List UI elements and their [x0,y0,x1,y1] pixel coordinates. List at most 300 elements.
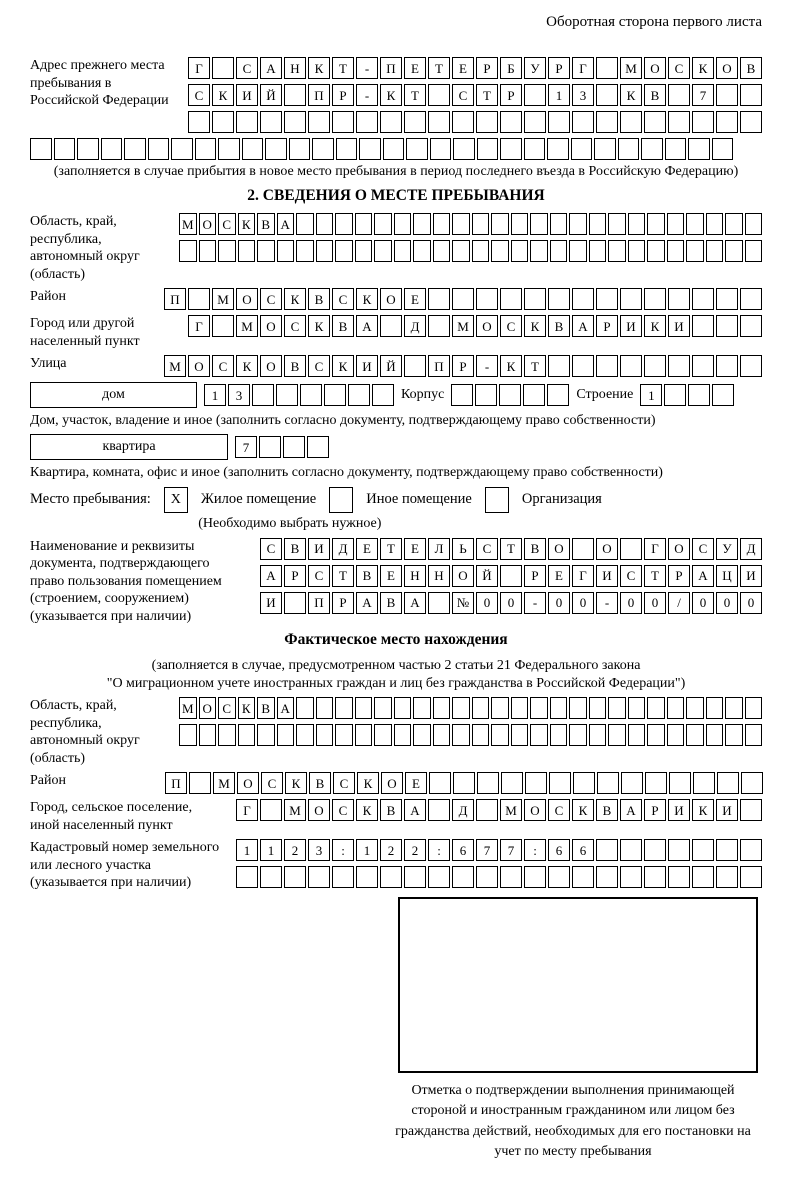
char-cell [667,213,685,235]
char-row-cadastral-2 [236,866,762,888]
char-cell: С [548,799,570,821]
char-cell [491,724,509,746]
char-cell [332,866,354,888]
char-cell [394,724,412,746]
char-cell: Е [405,772,427,794]
char-cell [452,697,470,719]
char-cell [608,697,626,719]
apartment-wide-box: квартира [30,434,228,460]
char-cell: - [476,355,498,377]
char-cell [686,213,704,235]
char-cell [380,315,402,337]
char-cell: И [668,799,690,821]
char-cell [259,436,281,458]
char-cell: Н [284,57,306,79]
char-cell: 3 [572,84,594,106]
char-cell: С [188,84,210,106]
char-cell [236,866,258,888]
option-organization-label: Организация [521,491,602,508]
char-cell [335,240,353,262]
char-cell [641,138,663,160]
char-cell: П [164,288,186,310]
char-cell: С [218,213,236,235]
char-cell: О [476,315,498,337]
char-cell: К [356,799,378,821]
char-cell: 6 [452,839,474,861]
char-cell [688,384,710,406]
char-cell [452,111,474,133]
char-row-doc-1 [260,538,762,560]
char-cell [476,799,498,821]
char-cell [380,866,402,888]
char-cell [530,724,548,746]
char-cell: 1 [356,839,378,861]
char-cell: О [308,799,330,821]
char-cell: К [692,57,714,79]
char-cell [524,111,546,133]
char-cell [712,384,734,406]
char-cell [404,866,426,888]
char-cell [265,138,287,160]
char-cell [524,866,546,888]
char-cell: О [716,57,738,79]
cadastral-field [30,839,762,892]
char-cell [476,288,498,310]
char-cell [511,724,529,746]
char-cell: К [308,57,330,79]
actual-location-note-2: "О миграционном учете иностранных граждан и лиц без гражданства в Российской Федерации") [106,676,686,692]
char-cell: П [308,592,330,614]
char-cell [335,697,353,719]
char-cell: С [332,799,354,821]
district-field [30,288,762,310]
char-cell [745,724,763,746]
char-cell [530,213,548,235]
char-cell [620,538,642,560]
char-cell [668,355,690,377]
char-cell [712,138,734,160]
char-cell [511,240,529,262]
char-cell [665,138,687,160]
char-cell [491,697,509,719]
char-cell [667,240,685,262]
char-cell: Н [404,565,426,587]
char-cell: С [476,538,498,560]
char-row-prev-1 [188,57,762,79]
city-label: Город или другой населенный пункт [30,316,140,349]
char-cell: М [500,799,522,821]
char-cell: О [452,565,474,587]
char-cell [394,697,412,719]
char-cell [472,240,490,262]
char-cell [668,839,690,861]
actual-region-rows [179,697,762,746]
char-cell: Р [332,592,354,614]
char-cell [572,288,594,310]
char-cell [725,697,743,719]
char-cell: М [452,315,474,337]
char-cell [433,240,451,262]
char-row-stroenie [640,384,734,406]
region-field [30,213,762,283]
char-cell: Е [548,565,570,587]
char-cell: 0 [476,592,498,614]
char-cell [618,138,640,160]
char-cell [348,384,370,406]
char-cell [212,111,234,133]
char-cell: В [308,288,330,310]
char-cell [374,240,392,262]
char-cell: : [428,839,450,861]
char-cell [717,772,739,794]
char-cell [336,138,358,160]
char-cell: - [356,84,378,106]
char-cell [596,839,618,861]
char-cell: 1 [548,84,570,106]
char-cell [472,724,490,746]
char-cell [472,697,490,719]
char-cell [372,384,394,406]
char-cell: Е [380,565,402,587]
region-rows [179,213,762,262]
char-cell [716,111,738,133]
char-cell [359,138,381,160]
char-cell [569,697,587,719]
char-cell [669,772,691,794]
char-cell: П [380,57,402,79]
char-cell: О [596,538,618,560]
char-cell [218,240,236,262]
actual-location-note-1: (заполняется в случае, предусмотренном частью 2 статьи 21 Федерального закона [151,658,641,674]
char-cell: С [260,288,282,310]
char-cell: / [668,592,690,614]
char-cell: Й [260,84,282,106]
char-cell: № [452,592,474,614]
char-cell [296,697,314,719]
char-cell [549,772,571,794]
char-cell: Т [428,57,450,79]
char-cell: О [380,288,402,310]
char-cell: С [452,84,474,106]
char-cell: Р [284,565,306,587]
char-cell [101,138,123,160]
stay-type-label: Место пребывания: [30,491,151,508]
char-cell [356,111,378,133]
char-cell: Т [644,565,666,587]
char-cell: О [260,315,282,337]
char-cell: О [260,355,282,377]
char-cell [335,213,353,235]
char-cell: И [668,315,690,337]
char-cell [212,57,234,79]
char-cell [277,240,295,262]
char-cell [413,724,431,746]
char-cell [706,724,724,746]
char-cell: - [524,592,546,614]
char-cell [433,213,451,235]
stamp-caption: Отметка о подтверждении выполнения принимающей стороной и иностранным гражданином или лицом без гражданства действий, необходимых для его постановки на учет по месту пребывания [395,1082,751,1159]
char-cell: Б [500,57,522,79]
char-cell [571,138,593,160]
char-cell [428,84,450,106]
char-cell [179,240,197,262]
char-cell [628,724,646,746]
char-cell [740,288,762,310]
char-cell [296,213,314,235]
char-cell [523,384,545,406]
char-cell [477,772,499,794]
char-cell [530,240,548,262]
actual-region-field [30,697,762,767]
char-cell [628,213,646,235]
char-cell [692,355,714,377]
cadastral-rows [236,839,762,888]
char-cell [308,111,330,133]
char-cell: К [572,799,594,821]
char-cell [716,355,738,377]
char-cell [686,724,704,746]
char-cell: М [179,697,197,719]
char-cell: С [308,565,330,587]
char-cell: В [356,565,378,587]
char-cell: Д [332,538,354,560]
char-cell [124,138,146,160]
char-cell: Р [452,355,474,377]
prev-address-note: (заполняется в случае прибытия в новое место пребывания в период последнего въезда в Российскую Федерацию) [53,164,739,179]
char-cell [569,213,587,235]
char-cell [686,697,704,719]
char-cell: - [356,57,378,79]
char-cell: С [332,288,354,310]
char-row-region-2 [179,240,762,262]
char-cell [716,84,738,106]
char-cell [589,697,607,719]
char-cell [716,288,738,310]
char-cell: А [356,315,378,337]
char-cell [413,240,431,262]
stamp-area [384,897,762,1162]
char-cell: К [500,355,522,377]
char-cell [500,138,522,160]
char-cell [644,355,666,377]
char-cell: Р [524,565,546,587]
char-cell [355,697,373,719]
char-cell [257,240,275,262]
char-cell: Г [572,57,594,79]
char-cell [692,315,714,337]
char-cell [548,866,570,888]
char-cell [667,697,685,719]
char-cell [525,772,547,794]
char-cell [356,866,378,888]
char-cell: А [260,57,282,79]
char-cell [664,384,686,406]
char-cell [692,866,714,888]
char-cell [500,111,522,133]
section2-title: 2. СВЕДЕНИЯ О МЕСТЕ ПРЕБЫВАНИЯ [247,187,545,205]
stamp-box [398,897,758,1073]
char-cell: П [428,355,450,377]
char-cell: У [716,538,738,560]
option-residential-label: Жилое помещение [200,491,317,508]
char-cell: О [236,288,258,310]
char-cell [589,240,607,262]
char-cell: В [284,538,306,560]
char-cell [188,288,210,310]
char-cell [589,724,607,746]
char-cell [741,772,763,794]
char-cell [693,772,715,794]
char-row-actual-district [165,772,763,794]
char-cell: 6 [572,839,594,861]
char-cell [547,138,569,160]
char-cell: 1 [260,839,282,861]
char-cell: И [716,799,738,821]
char-cell [548,288,570,310]
prev-address-field [30,57,762,133]
char-cell [745,240,763,262]
char-cell: Ц [716,565,738,587]
char-cell [335,724,353,746]
char-cell: М [212,288,234,310]
char-cell [596,111,618,133]
char-cell [620,288,642,310]
char-cell: О [237,772,259,794]
char-cell [289,138,311,160]
char-cell [30,138,52,160]
char-cell [179,724,197,746]
char-cell [596,866,618,888]
char-cell: У [524,57,546,79]
char-cell: К [524,315,546,337]
char-cell [475,384,497,406]
char-row-korpus [451,384,569,406]
char-cell [374,697,392,719]
char-cell [550,213,568,235]
char-cell [647,213,665,235]
char-cell: О [644,57,666,79]
char-cell [307,436,329,458]
char-cell [374,213,392,235]
char-cell: И [620,315,642,337]
char-cell [745,697,763,719]
char-cell [620,111,642,133]
char-cell [628,697,646,719]
char-cell [260,799,282,821]
char-cell: Т [332,57,354,79]
char-cell [428,592,450,614]
char-cell: Т [380,538,402,560]
char-cell: М [164,355,186,377]
house-wide-box: дом [30,382,197,408]
char-cell [148,138,170,160]
char-cell [324,384,346,406]
char-cell [491,213,509,235]
char-cell [596,355,618,377]
char-cell [500,866,522,888]
char-cell [596,57,618,79]
char-cell [472,213,490,235]
char-cell [477,138,499,160]
char-cell: В [284,355,306,377]
char-cell: Е [404,538,426,560]
char-cell: А [260,565,282,587]
char-cell [501,772,523,794]
char-cell [608,240,626,262]
char-cell [284,84,306,106]
char-row-house [204,384,394,406]
char-cell [644,866,666,888]
char-cell [511,697,529,719]
char-cell [740,866,762,888]
char-cell: Р [548,57,570,79]
char-cell [452,240,470,262]
char-cell [476,866,498,888]
char-cell [189,772,211,794]
char-cell: Е [356,538,378,560]
char-cell: И [740,565,762,587]
char-cell [644,111,666,133]
char-cell [647,240,665,262]
char-cell [550,697,568,719]
char-cell: О [199,697,217,719]
char-cell: С [308,355,330,377]
char-cell: Т [476,84,498,106]
char-cell [394,213,412,235]
char-cell [548,111,570,133]
char-cell [188,111,210,133]
char-cell: А [356,592,378,614]
char-cell: К [332,355,354,377]
char-cell: Д [452,799,474,821]
char-cell [316,240,334,262]
char-cell: Е [404,57,426,79]
char-cell [647,697,665,719]
char-cell: Д [740,538,762,560]
char-cell: Е [452,57,474,79]
char-cell [740,839,762,861]
apartment-note: Квартира, комната, офис и иное (заполнить согласно документу, подтверждающему право собственности) [30,465,663,481]
actual-district-label: Район [30,773,66,789]
char-cell [524,138,546,160]
char-cell: 7 [500,839,522,861]
char-cell [572,111,594,133]
char-cell: Й [380,355,402,377]
char-cell [550,724,568,746]
char-cell [668,111,690,133]
char-cell [550,240,568,262]
char-cell [316,213,334,235]
char-cell [608,724,626,746]
char-cell: Г [644,538,666,560]
char-cell [308,866,330,888]
char-cell: Р [500,84,522,106]
char-cell [404,355,426,377]
document-field [30,538,762,626]
char-cell: К [212,84,234,106]
char-cell [668,84,690,106]
char-cell [569,240,587,262]
char-row-city [188,315,762,337]
district-label: Район [30,289,66,305]
char-cell: К [236,355,258,377]
char-cell: 7 [476,839,498,861]
char-cell [491,240,509,262]
char-cell: 0 [740,592,762,614]
char-cell: Н [428,565,450,587]
apartment-row [30,434,762,460]
char-cell: О [548,538,570,560]
